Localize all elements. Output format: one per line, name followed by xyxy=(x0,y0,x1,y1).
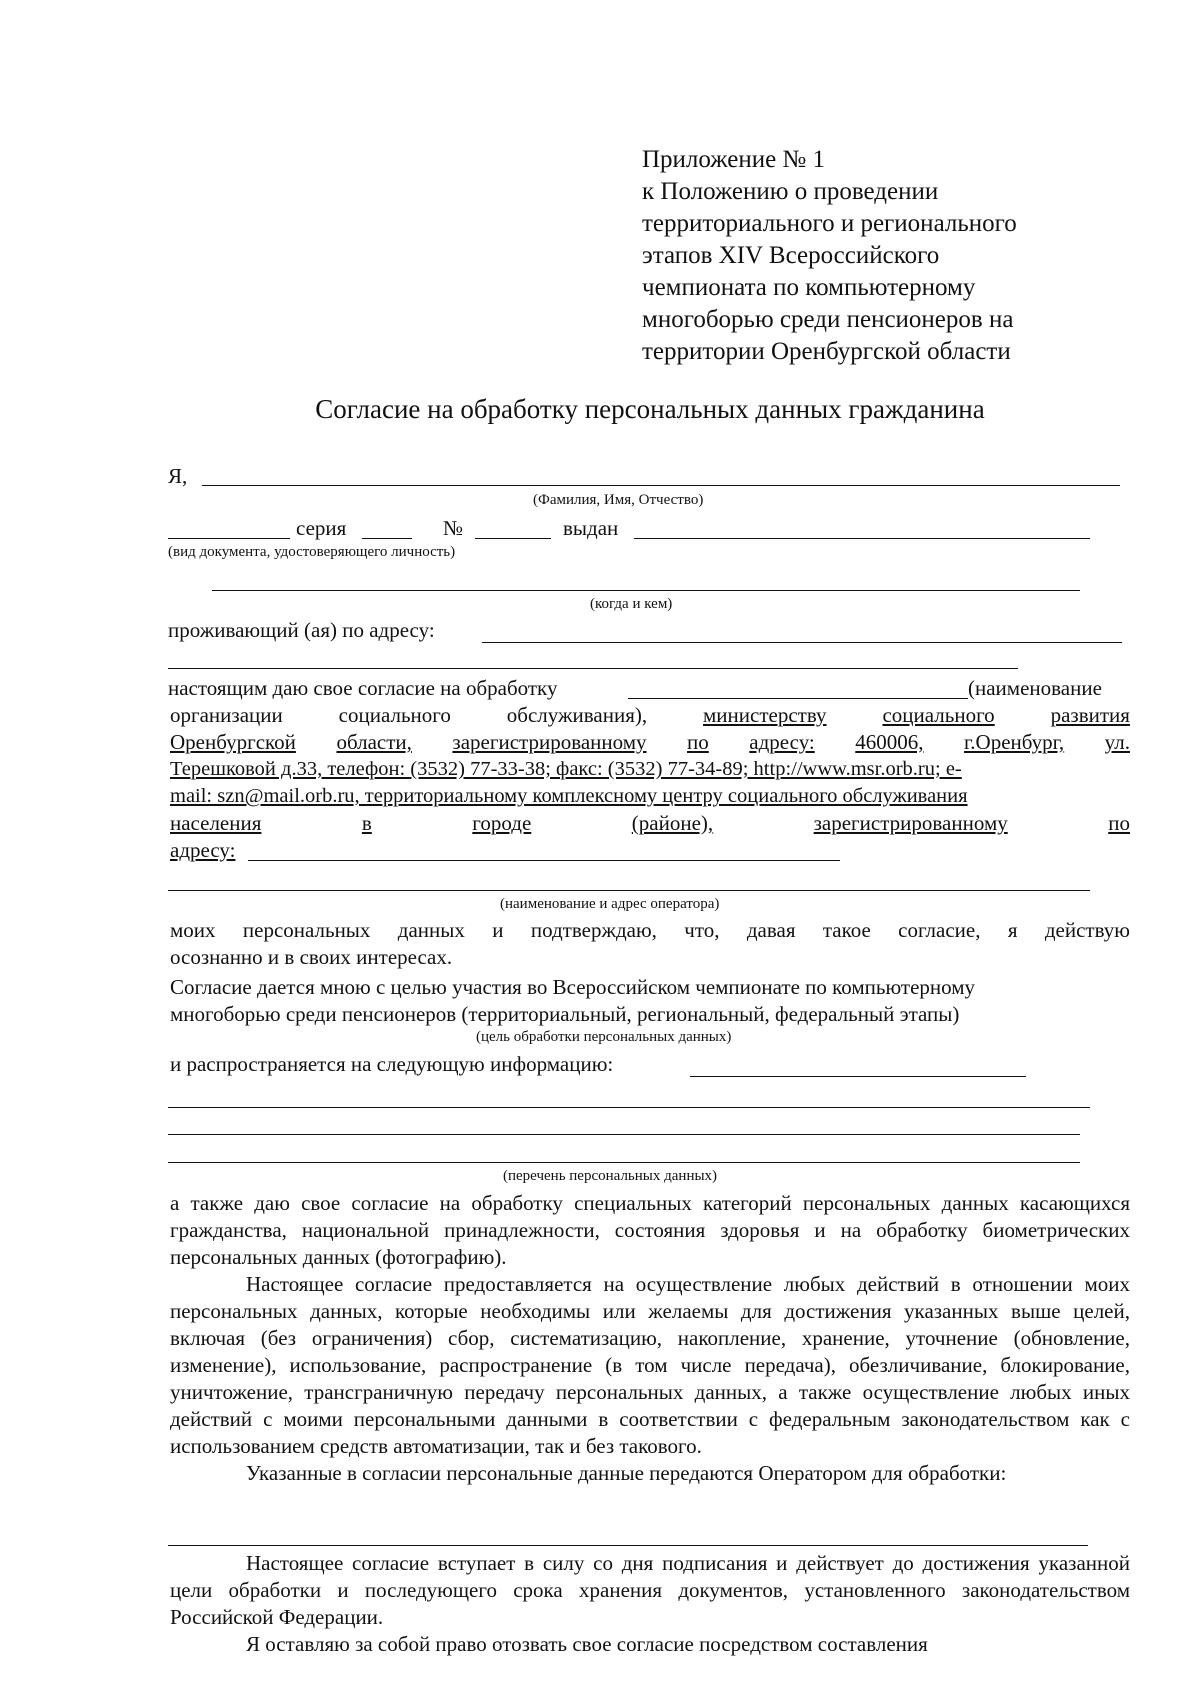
number-label: № xyxy=(443,516,464,540)
appendix-line: к Положению о проведении xyxy=(642,178,939,205)
middle-line-4: многоборью среди пенсионеров (территориальный, региональный, федеральный этапы) xyxy=(170,1002,960,1026)
org-word: 460006, xyxy=(855,730,924,754)
body-block-2 xyxy=(170,1550,1130,1658)
operator-address-field[interactable] xyxy=(248,860,840,861)
org-word: городе xyxy=(472,811,532,835)
org-word: развития xyxy=(1050,703,1130,727)
org-name-field[interactable] xyxy=(628,698,968,699)
doc-type-field[interactable] xyxy=(168,538,290,539)
org-line-3: Терешковой д.33, телефон: (3532) 77-33-38; факс: (3532) 77-34-89; http://www.msr.orb.ru; e- xyxy=(170,758,962,780)
paragraph-actions: Настоящее согласие предоставляется на осуществление любых действий в отношении моих персональных данных, которые необходимы или желаемы для достижения указанных выше целей, включая (без ограничения) сбор, систематизацию, накопление, хранение, уточнение (обновление, изменение), использование, распространение (в том числе передача), обезличивание, блокирование, уничтожение, трансграничную передачу персональных данных, а также осуществление любых иных действий с моими персональными данными в соответствии с федеральным законодательством как с использованием средств автоматизации, так и без такового. xyxy=(170,1272,1130,1458)
org-word: по xyxy=(1108,811,1130,835)
body-block xyxy=(170,1190,1130,1487)
paragraph-validity: Настоящее согласие вступает в силу со дня подписания и действует до достижения указанной цели обработки и последующего срока хранения документов, установленного законодательством Российской Федерации. xyxy=(170,1551,1130,1629)
info-field-2[interactable] xyxy=(168,1107,1090,1108)
appendix-line: территории Оренбургской области xyxy=(642,338,1011,365)
org-word: социального xyxy=(338,703,451,727)
middle-line-2: осознанно и в своих интересах. xyxy=(170,945,453,969)
name-hint: (наименование xyxy=(968,676,1102,700)
paragraph-transfer: Указанные в согласии персональные данные передаются Оператором для обработки: xyxy=(246,1461,1007,1485)
org-word: Оренбургской xyxy=(170,730,296,754)
org-word: населения xyxy=(170,811,262,835)
appendix-line: чемпионата по компьютерному xyxy=(642,274,976,301)
purpose-caption: (цель обработки персональных данных) xyxy=(476,1029,732,1045)
org-word: г.Оренбург, xyxy=(964,730,1065,754)
org-line-5 xyxy=(170,810,1130,837)
ya-label: Я, xyxy=(168,464,188,488)
info-field-3[interactable] xyxy=(168,1134,1080,1135)
middle-line-5: и распространяется на следующую информацию: xyxy=(170,1052,614,1076)
paragraph-revoke: Я оставляю за собой право отозвать свое согласие посредством составления xyxy=(246,1632,928,1656)
list-caption: (перечень персональных данных) xyxy=(503,1168,718,1184)
org-word: ул. xyxy=(1104,730,1130,754)
appendix-line: территориального и регионального xyxy=(642,210,1017,237)
middle-line-1: моих персональных данных и подтверждаю, что, давая такое согласие, я действую xyxy=(170,918,1130,942)
org-word: зарегистрированному xyxy=(813,811,1008,835)
doc-number-field[interactable] xyxy=(475,538,551,539)
when-field[interactable] xyxy=(212,590,1080,591)
operator-field-2[interactable] xyxy=(168,890,1090,891)
appendix-line: Приложение № 1 xyxy=(642,146,826,173)
paragraph-special-categories: а также даю свое согласие на обработку специальных категорий персональных данных касающихся гражданства, национальной принадлежности, состояния здоровья и на обработку биометрических персональных данных (фотографию). xyxy=(170,1191,1130,1269)
org-word: адресу: xyxy=(749,730,815,754)
middle-line-3: Согласие дается мною с целью участия во Всероссийском чемпионате по компьютерному xyxy=(170,975,976,999)
appendix-header xyxy=(642,144,1017,368)
consent-prefix: настоящим даю свое согласие на обработку xyxy=(168,676,558,700)
org-line-2 xyxy=(170,729,1130,756)
appendix-line: многоборью среди пенсионеров на xyxy=(642,306,1014,333)
doc-series-field[interactable] xyxy=(362,538,412,539)
fio-field[interactable] xyxy=(202,485,1120,486)
org-line-1 xyxy=(170,702,1130,729)
issued-by-field[interactable] xyxy=(634,538,1090,539)
org-word: обслуживания), xyxy=(506,703,648,727)
org-word: области, xyxy=(336,730,412,754)
doc-caption: (вид документа, удостоверяющего личность) xyxy=(168,544,456,560)
org-word: в xyxy=(361,811,372,835)
info-field-4[interactable] xyxy=(168,1162,1080,1163)
appendix-line: этапов XIV Всероссийского xyxy=(642,242,940,269)
info-field[interactable] xyxy=(690,1076,1026,1077)
org-word: зарегистрированному xyxy=(452,730,647,754)
org-word: по xyxy=(687,730,709,754)
address-label: проживающий (ая) по адресу: xyxy=(168,618,435,642)
org-word: министерству xyxy=(703,703,827,727)
org-line-4: mail: szn@mail.orb.ru, территориальному комплексному центру социального обслуживания xyxy=(170,785,968,807)
seriya-label: серия xyxy=(296,516,347,540)
address-field-2[interactable] xyxy=(168,668,1018,669)
when-caption: (когда и кем) xyxy=(590,596,673,612)
vydan-label: выдан xyxy=(563,516,619,540)
org-word: организации xyxy=(170,703,283,727)
org-line-6: адресу: xyxy=(170,838,236,862)
operator-caption: (наименование и адрес оператора) xyxy=(500,896,720,912)
address-field[interactable] xyxy=(482,642,1122,643)
transfer-field[interactable] xyxy=(168,1545,1088,1546)
fio-caption: (Фамилия, Имя, Отчество) xyxy=(533,492,704,508)
org-word: (районе), xyxy=(631,811,714,835)
org-word: социального xyxy=(882,703,995,727)
document-title: Согласие на обработку персональных данных гражданина xyxy=(315,394,985,424)
